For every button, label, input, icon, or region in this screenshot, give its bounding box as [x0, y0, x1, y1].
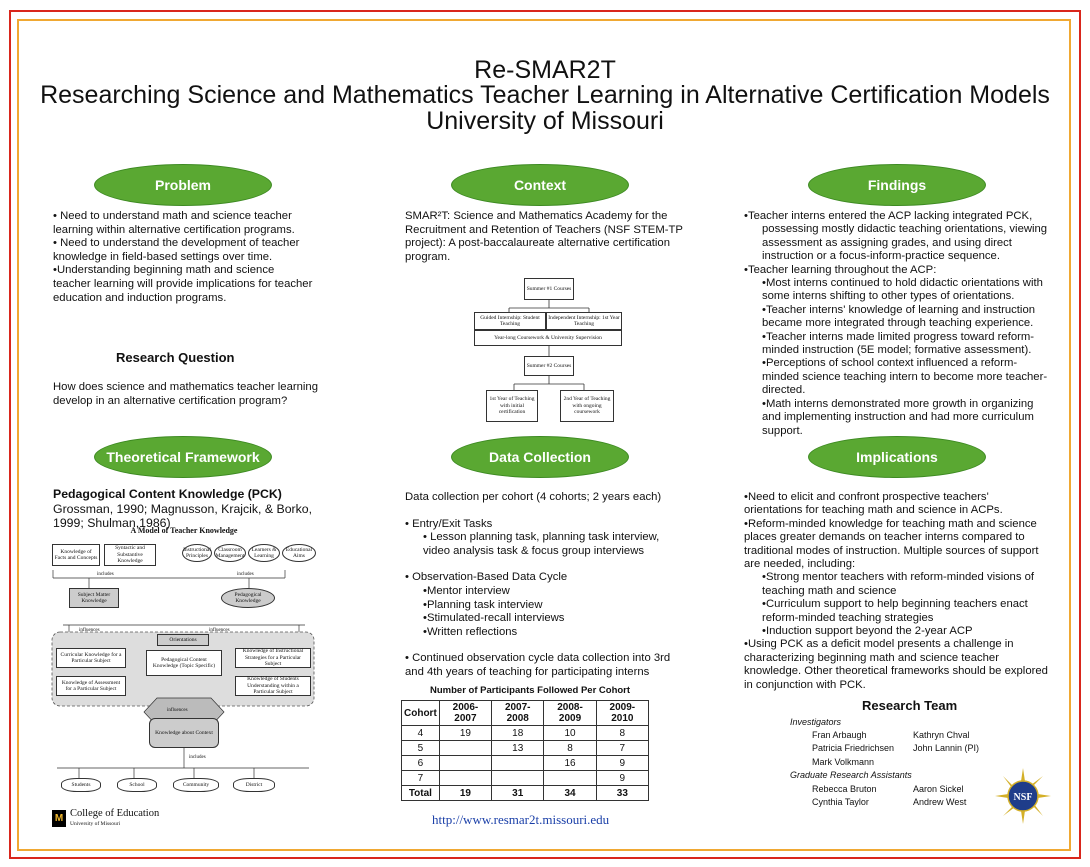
investigator-name: Mark Volkmann: [812, 757, 875, 767]
table-cell: 19: [439, 726, 491, 741]
findings-item: •Perceptions of school context influenced a reform-minded science teaching intern to become more teacher-directed.: [762, 357, 1048, 397]
nsf-logo-graphic: [995, 768, 1051, 824]
investigators-label: Investigators: [790, 717, 842, 727]
program-flow-diagram: [474, 276, 624, 426]
figure-box-students-understanding: Knowledge of Students Understanding within a Particular Subject: [235, 676, 311, 696]
label-includes: includes: [237, 572, 254, 577]
table-cell: 9: [596, 771, 648, 786]
entry-exit-tasks: • Entry/Exit Tasks: [405, 517, 493, 530]
findings-header: Findings: [808, 164, 986, 206]
implications-p1: •Need to elicit and confront prospective teachers' orientations for teaching math and science in ACPs.: [744, 491, 1003, 517]
flow-guided-internship: Guided Internship: Student Teaching: [474, 312, 546, 330]
table-cell: [439, 741, 491, 756]
table-total-row: [402, 786, 649, 801]
table-cell: Total: [402, 786, 440, 801]
table-cell: 7: [402, 771, 440, 786]
implications-item: •Induction support beyond the 2-year ACP: [762, 625, 973, 638]
figure-box-facts: Knowledge of Facts and Concepts: [52, 544, 100, 566]
problem-text: [53, 210, 315, 305]
table-cell: 9: [596, 756, 648, 771]
flow-second-year: 2nd Year of Teaching with ongoing coursework: [560, 390, 614, 422]
findings-item: •Teacher interns made limited progress toward reform-minded instruction (5E model; formative assessment).: [762, 330, 1035, 357]
investigator-name: Kathryn Chval: [913, 730, 970, 740]
context-header: Context: [451, 164, 629, 206]
poster-subtitle: Researching Science and Mathematics Teacher Learning in Alternative Certification Models: [40, 81, 1050, 109]
project-url-link[interactable]: http://www.resmar2t.missouri.edu: [432, 812, 610, 827]
implications-item: •Strong mentor teachers with reform-minded visions of teaching math and science: [762, 571, 1035, 597]
flow-independent-internship: Independent Internship: 1st Year Teaching: [546, 312, 622, 330]
findings-learning: •Teacher learning throughout the ACP:: [744, 263, 937, 276]
poster-institution: University of Missouri: [426, 107, 664, 135]
gra-name: Rebecca Bruton: [812, 784, 877, 794]
label-influences: influences: [79, 628, 100, 633]
figure-box-classroom: Classroom Management: [214, 544, 246, 562]
figure-box-district: District: [233, 778, 275, 792]
label-includes: includes: [97, 572, 114, 577]
table-header: 2008-2009: [544, 701, 596, 726]
table-cell: 34: [544, 786, 596, 801]
investigator-name: Fran Arbaugh: [812, 730, 867, 740]
figure-box-learners: Learners & Learning: [248, 544, 280, 562]
data-collection-header: Data Collection: [451, 436, 629, 478]
figure-box-curricular: Curricular Knowledge for a Particular Subject: [56, 648, 126, 668]
table-header: 2007-2008: [492, 701, 544, 726]
investigator-name: Patricia Friedrichsen: [812, 743, 895, 753]
table-row: [402, 756, 649, 771]
table-header-row: [402, 701, 649, 726]
gra-name: Aaron Sickel: [913, 784, 964, 794]
figure-box-context: Knowledge about Context: [149, 718, 219, 748]
flow-summer2: Summer #2 Courses: [524, 356, 574, 376]
context-text: SMAR²T: Science and Mathematics Academy for the Recruitment and Retention of Teachers (NSF STEM-TP project): A post-baccalaureate alternative certification program.: [405, 210, 683, 263]
findings-item: •Teacher interns' knowledge of learning and instruction became more integrated through teaching experience.: [762, 303, 1036, 330]
findings-item: •Most interns continued to hold didactic orientations with some interns shifting to other types of orientations.: [762, 277, 1043, 303]
table-caption: Number of Participants Followed Per Cohort: [430, 685, 631, 696]
table-row: [402, 771, 649, 786]
table-cell: [439, 771, 491, 786]
table-row: [402, 726, 649, 741]
table-cell: [439, 756, 491, 771]
participants-table: [401, 700, 649, 801]
implications-header: Implications: [808, 436, 986, 478]
observation-item: •Mentor interview: [423, 584, 510, 597]
teacher-knowledge-figure: [49, 526, 319, 800]
problem-bullet: • Need to understand the development of teacher knowledge in field-based settings over time.: [53, 237, 300, 263]
figure-box-subject-matter: Subject Matter Knowledge: [69, 588, 119, 608]
problem-header: Problem: [94, 164, 272, 206]
table-cell: 13: [492, 741, 544, 756]
figure-box-community: Community: [173, 778, 219, 792]
college-logo-subtext: University of Missouri: [70, 821, 121, 827]
table-cell: 8: [544, 741, 596, 756]
gra-name: Cynthia Taylor: [812, 797, 869, 807]
poster-title: Re-SMAR2T: [474, 56, 616, 84]
table-cell: [544, 771, 596, 786]
implications-p3: •Using PCK as a deficit model presents a challenge in characterizing beginning math and science teacher knowledge. Other theoretical frameworks should be explored in conjunction with PCK.: [744, 638, 1048, 691]
entry-exit-detail: • Lesson planning task, planning task interview, video analysis task & focus group interviews: [423, 531, 660, 557]
mizzou-logo-icon: M: [52, 810, 66, 827]
findings-intro: •Teacher interns entered the ACP lacking integrated PCK, possessing mostly didactic teaching orientations, viewing assessment as assigning grades, and using direct instruction or a focus-inform-practice sequence.: [744, 210, 1048, 263]
theoretical-framework-header: Theoretical Framework: [94, 436, 272, 478]
investigator-name: John Lannin (PI): [913, 743, 980, 753]
table-cell: 8: [596, 726, 648, 741]
college-logo-text: College of Education: [70, 808, 160, 819]
research-question-text: How does science and mathematics teacher learning develop in an alternative certification program?: [53, 381, 318, 407]
continued-collection: • Continued observation cycle data collection into 3rd and 4th years of teaching for participating interns: [405, 652, 671, 678]
figure-box-aims: Educational Aims: [282, 544, 316, 562]
table-header: 2009-2010: [596, 701, 648, 726]
table-cell: 5: [402, 741, 440, 756]
table-cell: 4: [402, 726, 440, 741]
label-influences: influences: [209, 628, 230, 633]
table-cell: 10: [544, 726, 596, 741]
table-cell: 7: [596, 741, 648, 756]
observation-item: •Written reflections: [423, 625, 518, 638]
implications-p2: •Reform-minded knowledge for teaching math and science places greater demands on teacher interns compared to traditional modes of instruction. Multiple sources of support are needed, including:: [744, 517, 1039, 571]
figure-box-orientations: Orientations: [157, 634, 209, 646]
table-cell: [492, 756, 544, 771]
figure-box-strategies: Knowledge of Instructional Strategies for a Particular Subject: [235, 648, 311, 668]
flow-first-year: 1st Year of Teaching with initial certification: [486, 390, 538, 422]
table-cell: 18: [492, 726, 544, 741]
figure-box-pedagogical: Pedagogical Knowledge: [221, 588, 275, 608]
figure-box-principles: Instructional Principles: [182, 544, 212, 562]
table-cell: [492, 771, 544, 786]
table-header: 2006-2007: [439, 701, 491, 726]
figure-box-school: School: [117, 778, 157, 792]
label-influences: influences: [167, 708, 188, 713]
figure-box-pck: Pedagogical Content Knowledge (Topic Specific): [146, 650, 222, 676]
label-includes: includes: [189, 755, 206, 760]
pck-refs: Grossman, 1990; Magnusson, Krajcik, & Borko, 1999; Shulman,1986): [53, 501, 313, 530]
flow-yearlong-coursework: Year-long Coursework & University Supervision: [474, 330, 622, 346]
pck-citation: [53, 487, 335, 531]
findings-item: •Math interns demonstrated more growth in organizing and implementing instruction and had more curriculum support.: [762, 397, 1034, 437]
figure-box-students: Students: [61, 778, 101, 792]
problem-bullet: •Understanding beginning math and science teacher learning will provide implications for teacher education and induction programs.: [53, 264, 313, 304]
nsf-logo-icon: [995, 768, 1051, 824]
pck-bold: Pedagogical Content Knowledge (PCK): [53, 487, 282, 501]
problem-bullet: • Need to understand math and science teacher learning within alternative certification programs.: [53, 210, 295, 236]
figure-box-syntactic: Syntactic and Substantive Knowledge: [104, 544, 156, 566]
observation-item: •Stimulated-recall interviews: [423, 612, 565, 625]
implications-text: [744, 491, 1048, 692]
findings-text: [744, 210, 1054, 438]
flow-summer1: Summer #1 Courses: [524, 278, 574, 300]
research-team-heading: Research Team: [862, 698, 958, 713]
table-cell: 33: [596, 786, 648, 801]
observation-item: •Planning task interview: [423, 598, 543, 611]
table-cell: 31: [492, 786, 544, 801]
implications-item: •Curriculum support to help beginning teachers enact reform-minded teaching strategies: [762, 598, 1028, 624]
table-cell: 19: [439, 786, 491, 801]
table-cell: 6: [402, 756, 440, 771]
figure-box-assessment: Knowledge of Assessment for a Particular Subject: [56, 676, 126, 696]
gra-label: Graduate Research Assistants: [790, 770, 912, 780]
data-collection-text: [405, 491, 687, 680]
data-collection-intro: Data collection per cohort (4 cohorts; 2 years each): [405, 491, 662, 503]
gra-name: Andrew West: [913, 797, 967, 807]
table-header: Cohort: [402, 701, 440, 726]
nsf-logo-text: NSF: [1013, 792, 1033, 803]
table-row: [402, 741, 649, 756]
research-question-heading: Research Question: [116, 350, 235, 365]
observation-cycle: • Observation-Based Data Cycle: [405, 571, 568, 584]
figure-title: A Model of Teacher Knowledge: [130, 526, 238, 535]
table-cell: 16: [544, 756, 596, 771]
